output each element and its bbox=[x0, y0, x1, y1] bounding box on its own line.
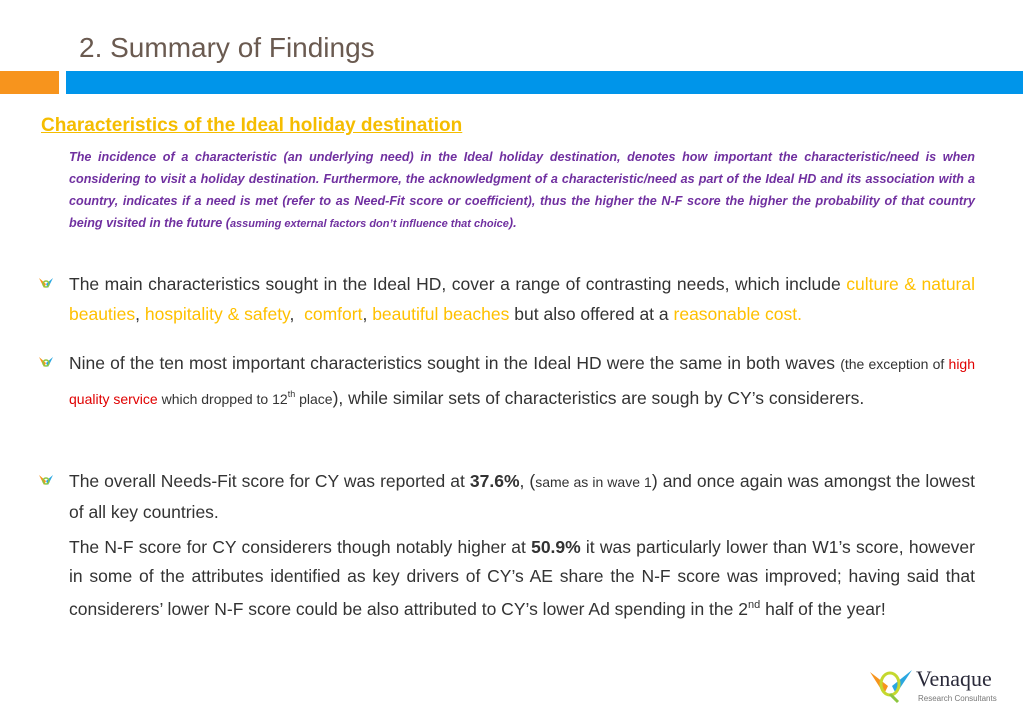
text: , ( bbox=[519, 471, 536, 491]
section-heading: Characteristics of the Ideal holiday destination bbox=[41, 115, 463, 136]
considerers-paragraph bbox=[69, 533, 975, 624]
text: half of the year! bbox=[760, 598, 886, 619]
bullet-icon bbox=[39, 278, 53, 290]
slide-title: 2. Summary of Findings bbox=[79, 32, 375, 63]
accent-bar-blue bbox=[66, 71, 1023, 94]
text: The N-F score for CY considerers though notably higher at bbox=[69, 537, 532, 557]
highlight-red: high quality service bbox=[69, 356, 975, 407]
text: Nine of the ten most important characteristics sought in the Ideal HD were the same in both waves bbox=[69, 353, 841, 373]
accent-bar-orange bbox=[0, 71, 59, 94]
text: , bbox=[362, 303, 373, 324]
bullet-3 bbox=[69, 467, 975, 527]
bullet-icon bbox=[39, 357, 53, 369]
intro-text: The incidence of a characteristic (an underlying need) in the Ideal holiday destination, denotes how important the characteristic/need is when considering to visit a holiday destination. Furthermore, the acknowledgment of a characteristic/need as part of the Ideal HD and its association with a country, indicates if a need is met (refer to as Need-Fit score or coefficient), thus the higher the N-F score the higher the probability of that country being visited in the future ( bbox=[69, 150, 975, 230]
logo-mark-icon bbox=[868, 664, 914, 704]
text: place bbox=[295, 390, 333, 407]
text: which dropped to 12 bbox=[157, 390, 288, 407]
bullet-1 bbox=[69, 270, 975, 329]
highlight: hospitality & safety bbox=[144, 303, 290, 324]
logo-tagline: Research Consultants bbox=[918, 694, 997, 703]
bullet-icon bbox=[39, 475, 53, 487]
text: , bbox=[135, 303, 145, 324]
text: (the exception of bbox=[840, 356, 949, 372]
score-value: 37.6% bbox=[469, 471, 520, 491]
logo-name: Venaque bbox=[916, 666, 992, 691]
highlight: beautiful beaches bbox=[372, 303, 510, 324]
intro-end: ). bbox=[508, 216, 517, 230]
text: The overall Needs-Fit score for CY was reported at bbox=[69, 471, 470, 491]
bullet-2 bbox=[69, 349, 975, 414]
score-value: 50.9% bbox=[531, 537, 581, 557]
text: it was particularly lower than W1’s score, however in some of the attributes identified as key drivers of CY’s AE share the N-F score was improved; having said that considerers’ lower N-F score could be also attributed to CY’s lower Ad spending in the 2 bbox=[69, 537, 975, 619]
text: but also offered at a bbox=[509, 303, 674, 324]
text: ) and once again was amongst the lowest of all key countries. bbox=[69, 471, 975, 522]
venaque-logo bbox=[866, 662, 1023, 708]
highlight: comfort bbox=[304, 303, 363, 324]
text: The main characteristics sought in the Ideal HD, cover a range of contrasting needs, which include bbox=[69, 274, 847, 294]
text: , bbox=[289, 303, 305, 324]
text: ), while similar sets of characteristics are sough by CY’s considerers. bbox=[332, 387, 865, 408]
superscript: th bbox=[287, 388, 296, 399]
superscript: nd bbox=[747, 599, 761, 611]
text: same as in wave 1 bbox=[535, 474, 652, 490]
highlight: culture & natural beauties bbox=[69, 274, 976, 324]
highlight: reasonable cost. bbox=[673, 303, 802, 324]
intro-note: assuming external factors don’t influence that choice bbox=[229, 218, 509, 230]
intro-paragraph bbox=[69, 146, 975, 235]
